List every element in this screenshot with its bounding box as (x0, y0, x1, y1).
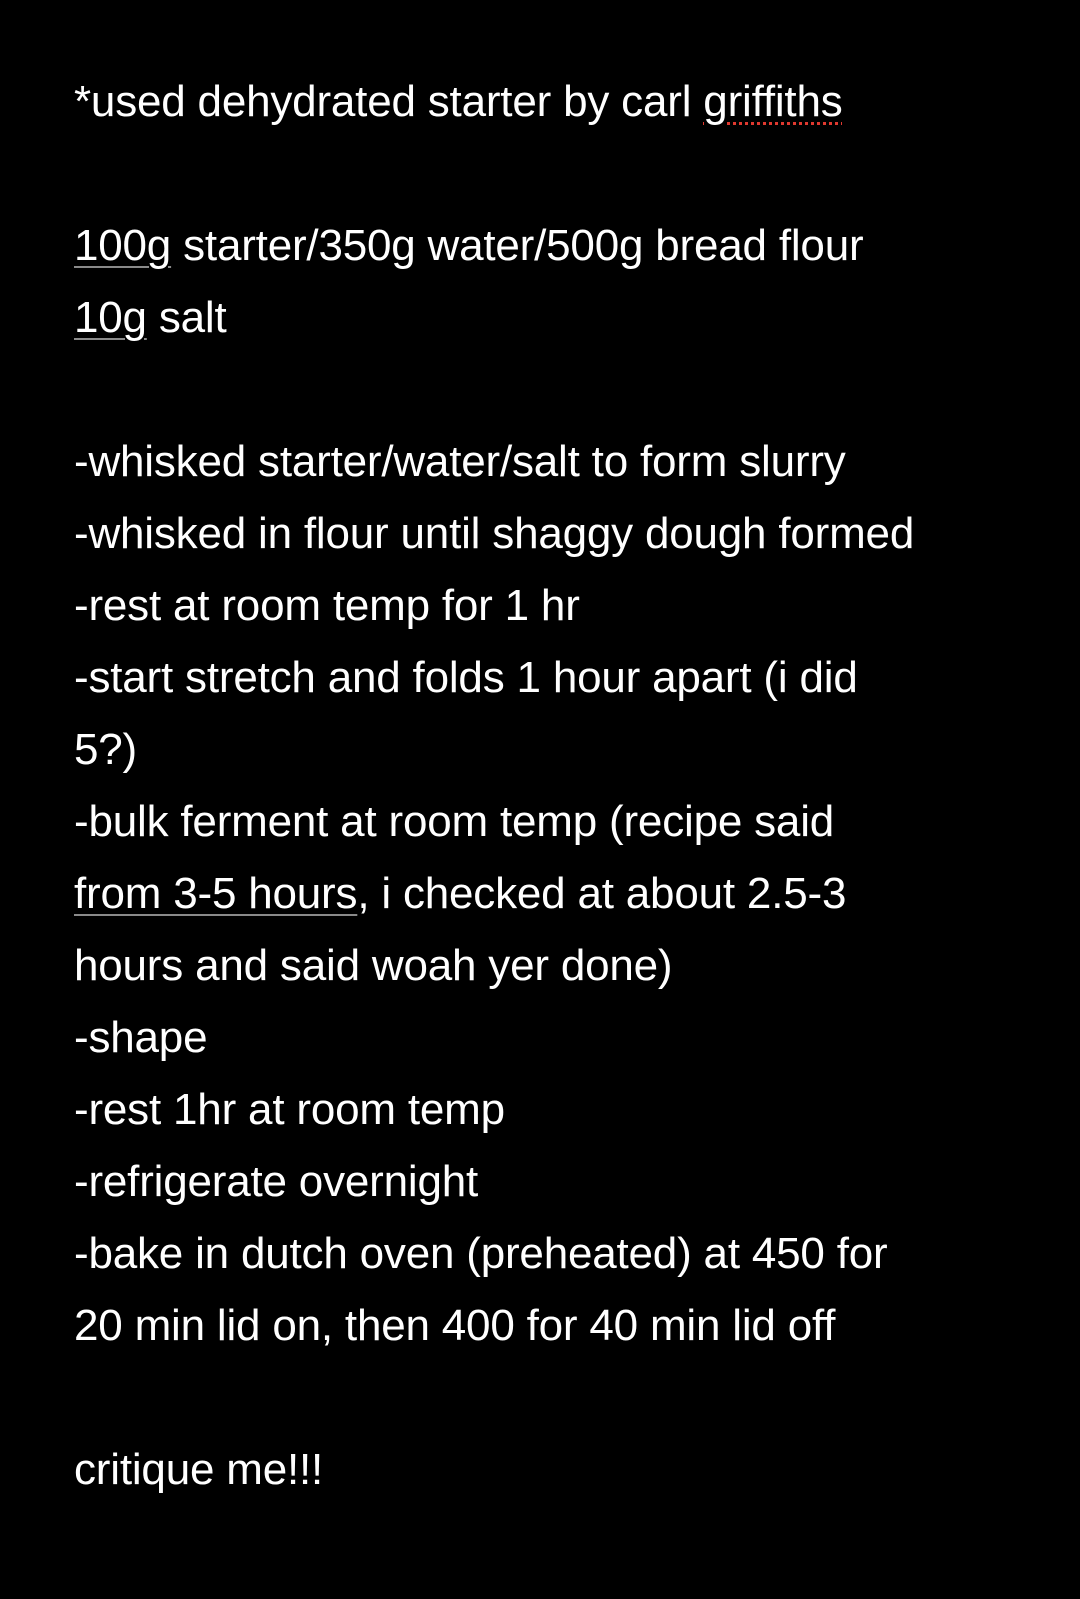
note-step: -whisked in flour until shaggy dough formed (74, 509, 915, 558)
note-step: -shape (74, 1013, 208, 1062)
detected-quantity-link[interactable]: 100g (74, 221, 172, 270)
note-step: -refrigerate overnight (74, 1157, 479, 1206)
note-step: -bake in dutch oven (preheated) at 450 for (74, 1229, 888, 1278)
note-step-continued (74, 858, 1034, 930)
note-step: -whisked starter/water/salt to form slurry (74, 437, 846, 486)
note-step: -bulk ferment at room temp (recipe said (74, 797, 835, 846)
note-step-continued: 5?) (74, 725, 137, 774)
detected-duration-link[interactable]: from 3-5 hours (74, 869, 358, 918)
line-text: , i checked at about 2.5-3 (357, 869, 847, 918)
blank-line (74, 354, 1034, 426)
note-step: -start stretch and folds 1 hour apart (i did (74, 653, 858, 702)
blank-line (74, 1362, 1034, 1434)
note-step: -rest 1hr at room temp (74, 1085, 505, 1134)
blank-line (74, 138, 1034, 210)
note-step: -rest at room temp for 1 hr (74, 581, 580, 630)
note-closing: critique me!!! (74, 1445, 324, 1494)
detected-quantity-link[interactable]: 10g (74, 293, 147, 342)
note-line-ingredients-1 (74, 210, 1034, 282)
note-line-starter-source (74, 66, 1034, 138)
note-step-continued: 20 min lid on, then 400 for 40 min lid off (74, 1301, 836, 1350)
misspelled-word[interactable]: griffiths (703, 77, 843, 126)
line-text: starter/350g water/500g bread flour (171, 221, 864, 270)
line-text: *used dehydrated starter by carl (74, 77, 704, 126)
line-text: salt (146, 293, 227, 342)
note-step-continued: hours and said woah yer done) (74, 941, 673, 990)
note-line-ingredients-2 (74, 282, 1034, 354)
note-body[interactable] (74, 66, 1034, 1506)
